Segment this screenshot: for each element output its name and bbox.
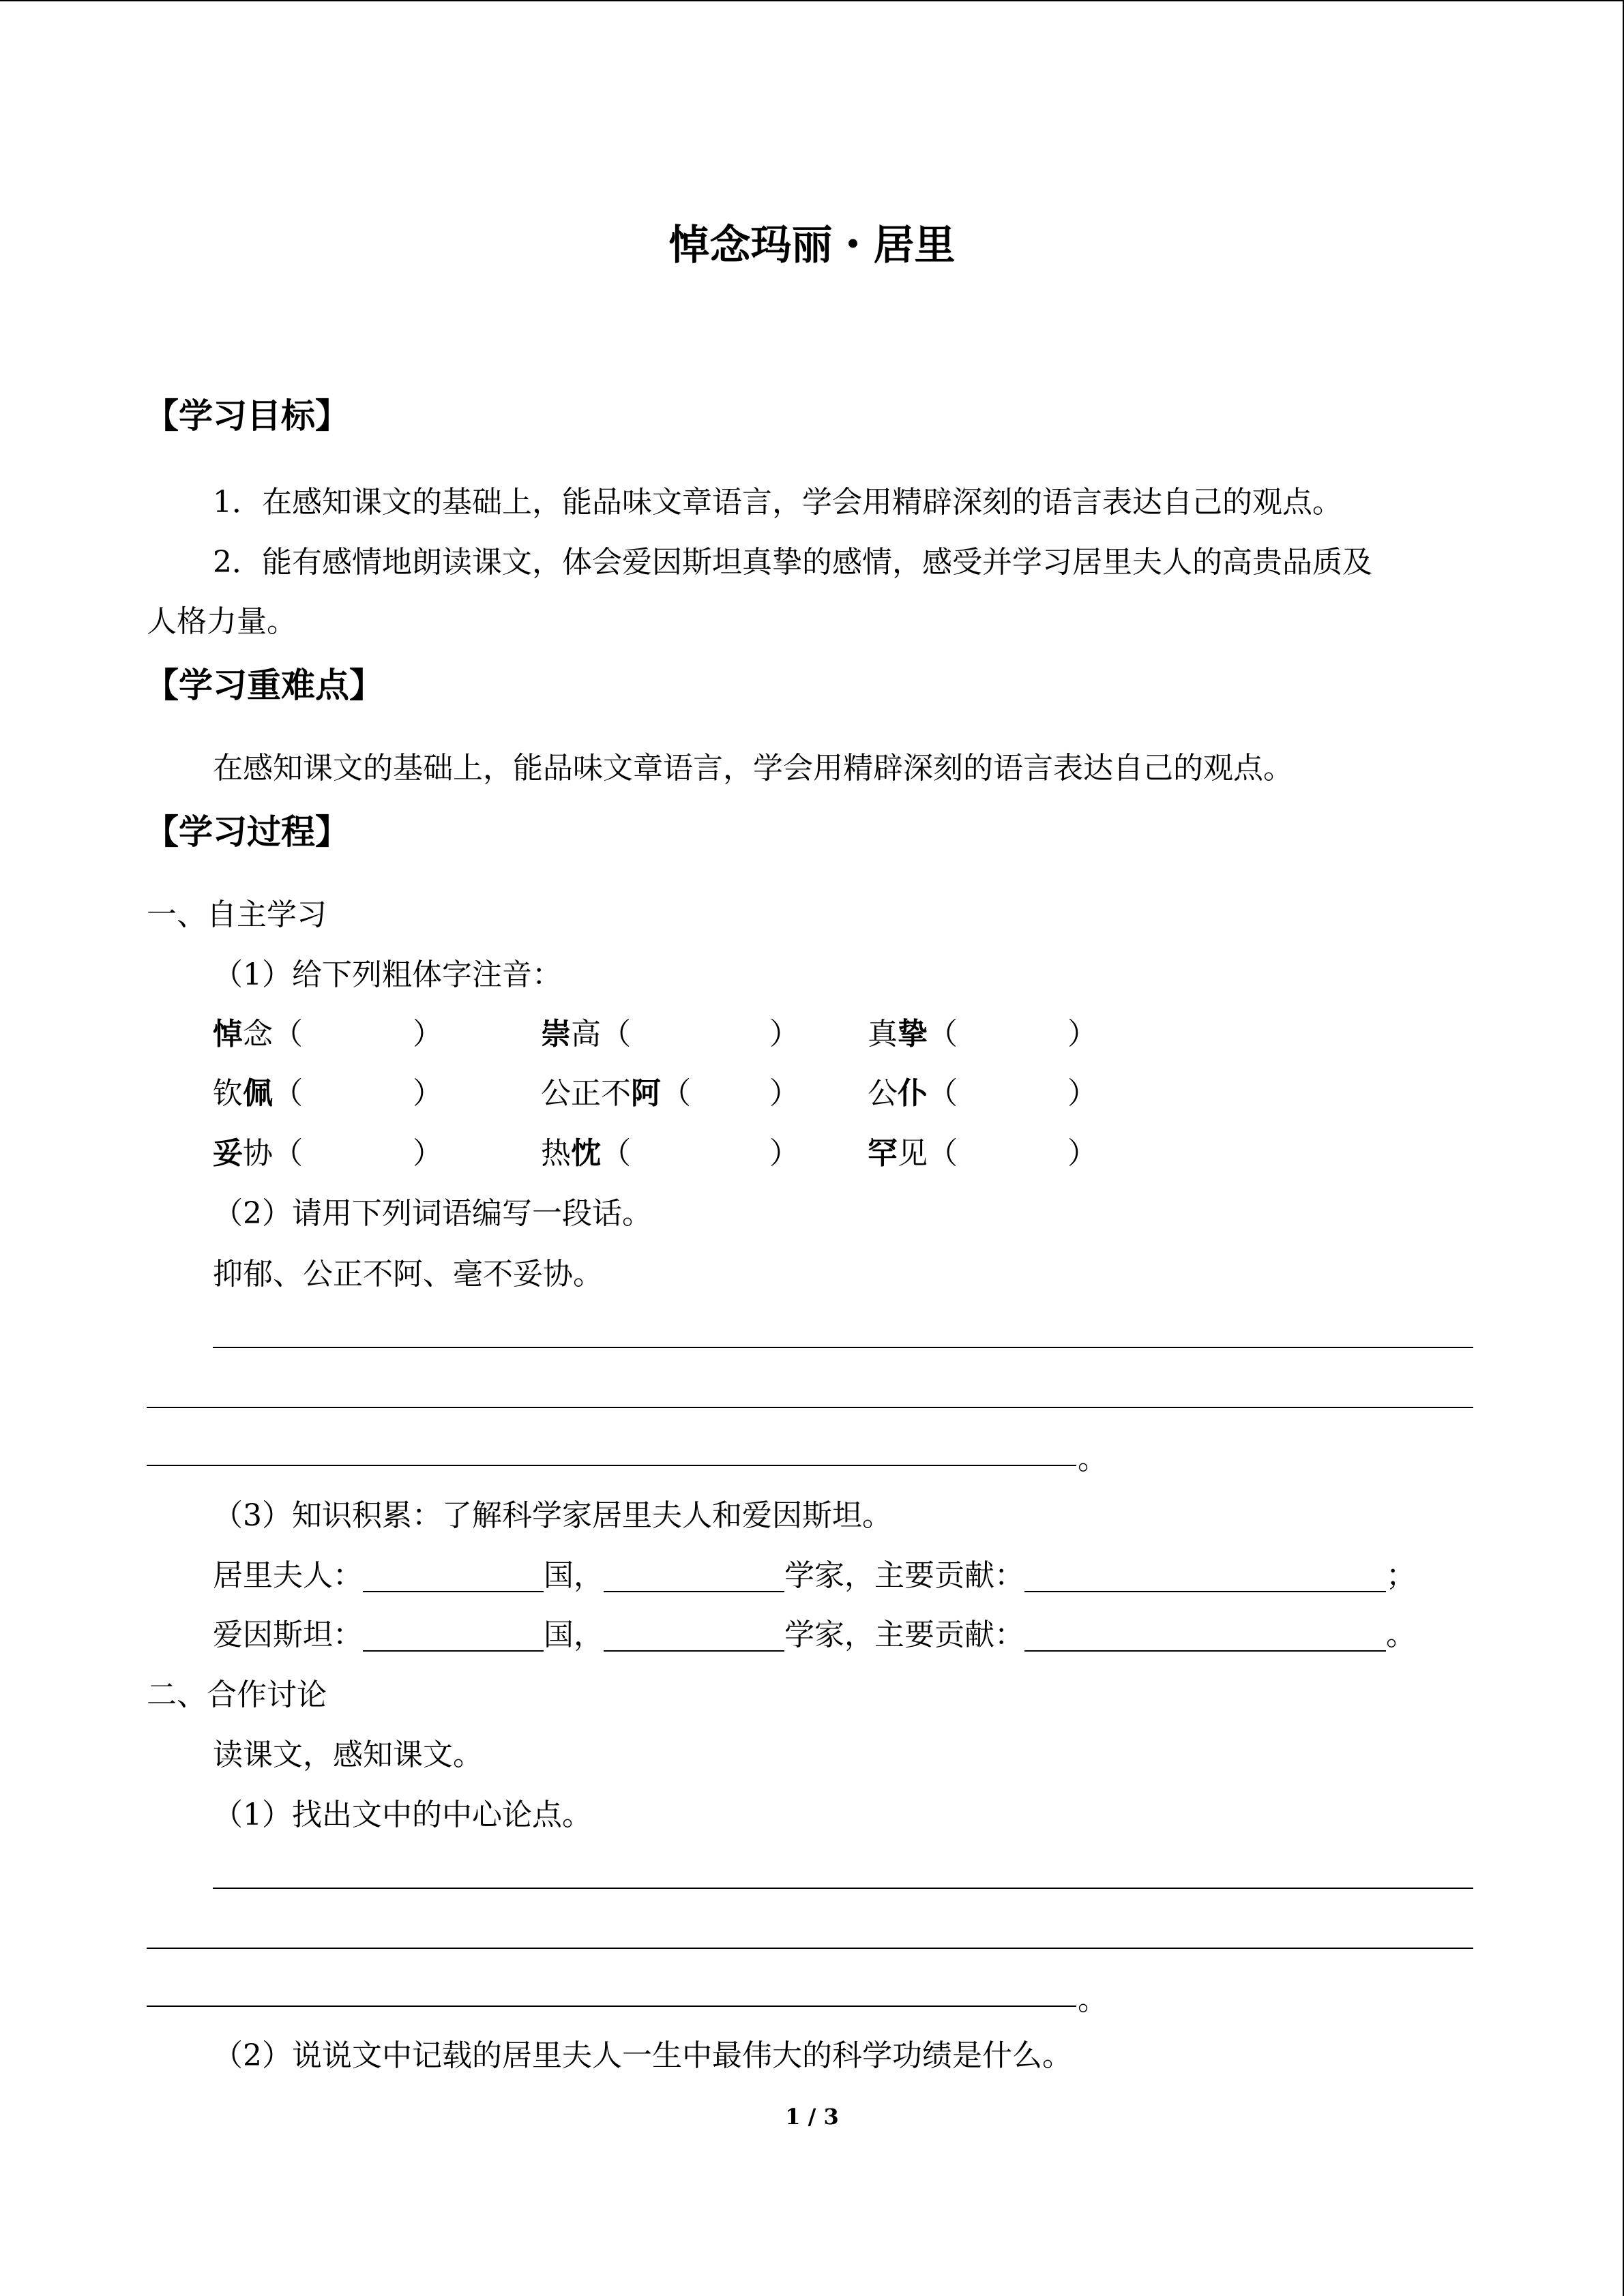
key-heading: 【学习重难点】 bbox=[145, 665, 383, 705]
word-item: 热忱（ bbox=[541, 1136, 631, 1171]
page-title: 悼念玛丽・居里 bbox=[668, 222, 956, 269]
word-close-paren: ） bbox=[413, 1136, 443, 1171]
word-close-paren: ） bbox=[769, 1136, 799, 1171]
answer-line[interactable] bbox=[213, 1347, 1473, 1348]
goal-item-2-line1: 2．能有感情地朗读课文，体会爱因斯坦真挚的感情，感受并学习居里夫人的高贵品质及 bbox=[213, 545, 1372, 580]
period-mark: 。 bbox=[1078, 1442, 1108, 1476]
answer-line[interactable] bbox=[213, 1888, 1473, 1889]
part2-title: 二、合作讨论 bbox=[147, 1678, 327, 1712]
word-item: 公仆（ bbox=[868, 1076, 958, 1111]
page-number: 1 / 3 bbox=[785, 2104, 839, 2130]
part1-title: 一、自主学习 bbox=[147, 897, 327, 932]
part2-intro: 读课文，感知课文。 bbox=[213, 1738, 483, 1772]
word-close-paren: ） bbox=[413, 1017, 443, 1052]
word-item: 崇高（ bbox=[541, 1017, 631, 1052]
part2-q1: （1）找出文中的中心论点。 bbox=[213, 1798, 592, 1832]
einstein-row: 爱因斯坦： 国， 学家，主要贡献： 。 bbox=[213, 1617, 1416, 1652]
fill-blank[interactable] bbox=[363, 1560, 544, 1592]
fill-blank[interactable] bbox=[604, 1619, 784, 1652]
answer-line[interactable] bbox=[147, 1407, 1473, 1408]
word-item: 钦佩（ bbox=[213, 1076, 303, 1111]
fill-blank[interactable] bbox=[363, 1619, 544, 1652]
part1-q1: （1）给下列粗体字注音： bbox=[213, 957, 562, 992]
goal-item-1: 1．在感知课文的基础上，能品味文章语言，学会用精辟深刻的语言表达自己的观点。 bbox=[213, 485, 1342, 520]
curie-row: 居里夫人： 国， 学家，主要贡献： ； bbox=[213, 1558, 1416, 1593]
word-item: 罕见（ bbox=[868, 1136, 958, 1171]
answer-line[interactable] bbox=[147, 1948, 1473, 1949]
word-close-paren: ） bbox=[1067, 1017, 1097, 1052]
process-heading: 【学习过程】 bbox=[145, 811, 349, 852]
einstein-label: 爱因斯坦： bbox=[213, 1617, 363, 1652]
fill-blank[interactable] bbox=[1024, 1619, 1386, 1652]
fill-blank[interactable] bbox=[1024, 1560, 1386, 1592]
word-close-paren: ） bbox=[413, 1076, 443, 1111]
part1-q2-words: 抑郁、公正不阿、毫不妥协。 bbox=[213, 1257, 603, 1292]
word-item: 悼念（ bbox=[213, 1017, 303, 1052]
part1-q2: （2）请用下列词语编写一段话。 bbox=[213, 1196, 652, 1231]
answer-line[interactable] bbox=[147, 1465, 1076, 1466]
goals-heading: 【学习目标】 bbox=[145, 396, 349, 436]
goal-item-2-line2: 人格力量。 bbox=[147, 604, 297, 639]
word-close-paren: ） bbox=[769, 1076, 799, 1111]
word-close-paren: ） bbox=[1067, 1076, 1097, 1111]
part1-q3: （3）知识积累：了解科学家居里夫人和爱因斯坦。 bbox=[213, 1498, 892, 1533]
period-mark: 。 bbox=[1078, 1982, 1108, 2017]
word-item: 真挚（ bbox=[868, 1017, 958, 1052]
fill-blank[interactable] bbox=[604, 1560, 784, 1592]
key-text: 在感知课文的基础上，能品味文章语言，学会用精辟深刻的语言表达自己的观点。 bbox=[213, 751, 1293, 786]
word-close-paren: ） bbox=[769, 1017, 799, 1052]
word-item: 妥协（ bbox=[213, 1136, 303, 1171]
word-item: 公正不阿（ bbox=[541, 1076, 691, 1111]
answer-line[interactable] bbox=[147, 2006, 1076, 2007]
word-close-paren: ） bbox=[1067, 1136, 1097, 1171]
curie-label: 居里夫人： bbox=[213, 1558, 363, 1593]
part2-q2: （2）说说文中记载的居里夫人一生中最伟大的科学功绩是什么。 bbox=[213, 2038, 1072, 2073]
